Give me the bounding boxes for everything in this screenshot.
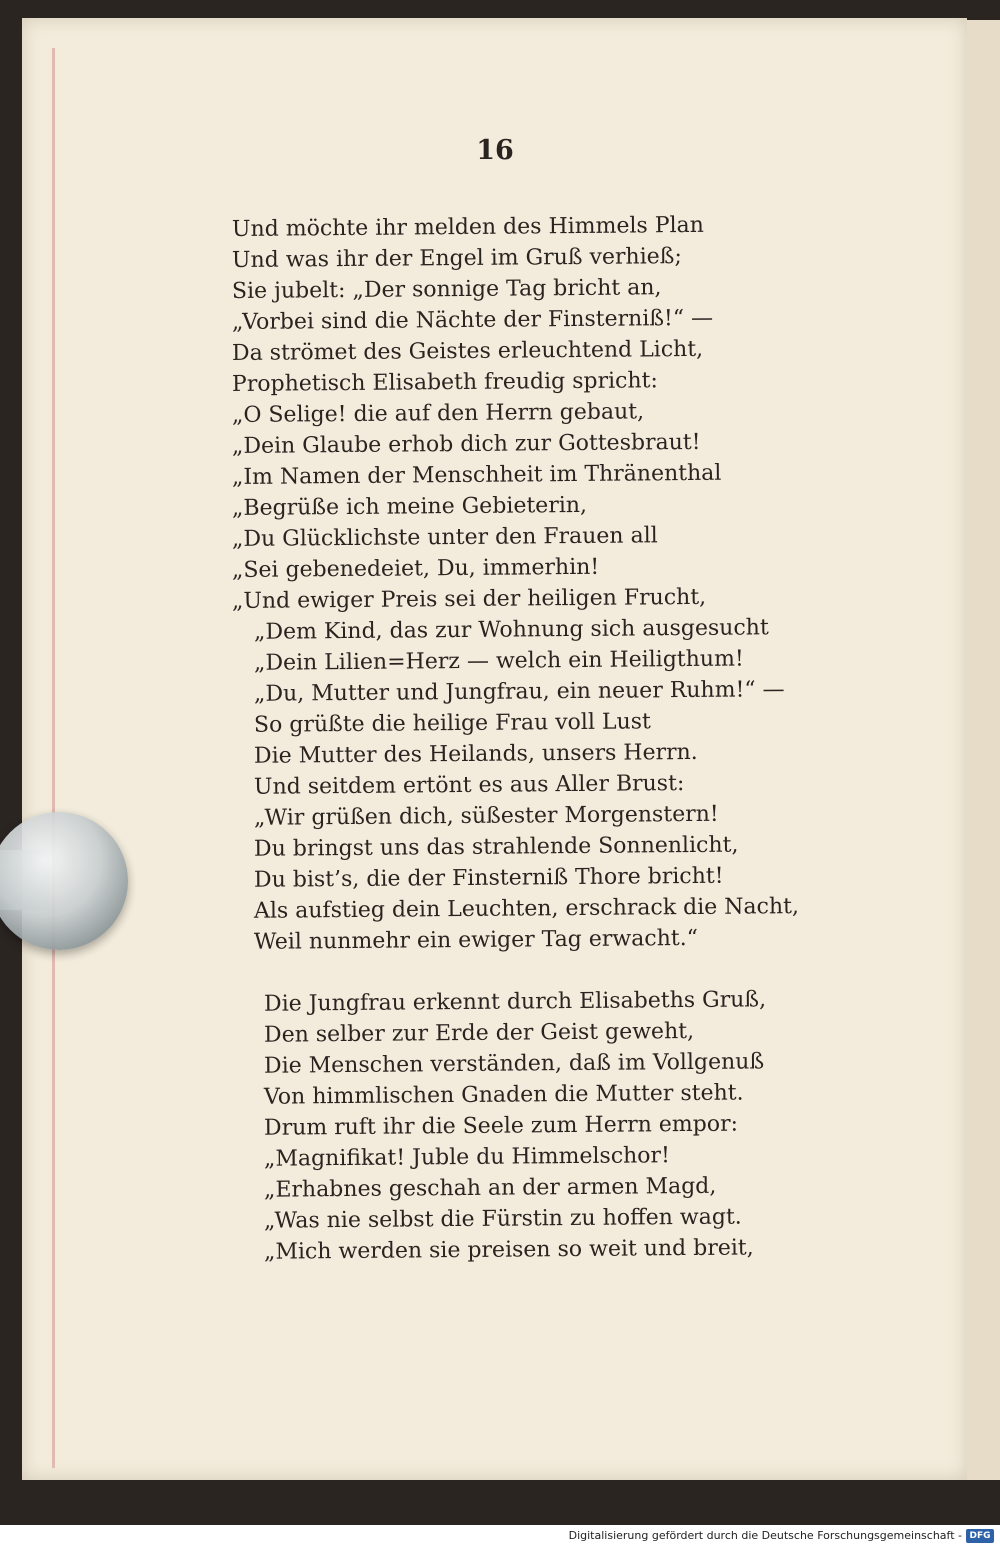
- page-gutter-line: [52, 48, 55, 1468]
- poem-line: „Du, Mutter und Jungfrau, ein neuer Ruhm!“ —: [253, 677, 785, 707]
- poem-line: Weil nunmehr ein ewiger Tag erwacht.“: [253, 925, 698, 955]
- poem-line: „Magnifikat! Juble du Himmelschor!: [263, 1143, 670, 1172]
- poem-line: „Mich werden sie preisen so weit und breit,: [263, 1235, 754, 1265]
- poem-line: „Im Namen der Menschheit im Thränenthal: [231, 460, 722, 490]
- poem-line: Drum ruft ihr die Seele zum Herrn empor:: [263, 1111, 739, 1141]
- poem-line: „Und ewiger Preis sei der heiligen Frucht,: [231, 584, 707, 614]
- poem-line: So grüßte die heilige Frau voll Lust: [253, 709, 651, 738]
- poem-line: Du bringst uns das strahlende Sonnenlicht,: [253, 832, 739, 862]
- poem-line: „Begrüße ich meine Gebieterin,: [231, 492, 588, 521]
- poem-line: „Sei gebenedeiet, Du, immerhin!: [231, 554, 600, 583]
- poem-line: „Vorbei sind die Nächte der Finsterniß!“ —: [231, 305, 714, 335]
- poem-line: „Dein Lilien=Herz — welch ein Heiligthum!: [253, 646, 744, 676]
- poem-text: [232, 214, 812, 1268]
- poem-line: Von himmlischen Gnaden die Mutter steht.: [263, 1080, 744, 1110]
- poem-line: Und möchte ihr melden des Himmels Plan: [231, 212, 705, 242]
- page-number: 16: [476, 135, 514, 166]
- poem-line: „Wir grüßen dich, süßester Morgenstern!: [253, 801, 719, 831]
- poem-line: Den selber zur Erde der Geist geweht,: [263, 1018, 695, 1048]
- poem-line: Sie jubelt: „Der sonnige Tag bricht an,: [231, 275, 662, 304]
- poem-line: „Erhabnes geschah an der armen Magd,: [263, 1173, 717, 1203]
- poem-line: Da strömet des Geistes erleuchtend Licht,: [231, 336, 704, 366]
- poem-line: „Du Glücklichste unter den Frauen all: [231, 523, 658, 552]
- poem-line: Und was ihr der Engel im Gruß verhieß;: [231, 244, 682, 273]
- poem-line: „O Selige! die auf den Herrn gebaut,: [231, 399, 645, 428]
- stanza-1: [232, 214, 812, 958]
- poem-line: „Was nie selbst die Fürstin zu hoffen wagt.: [263, 1204, 742, 1234]
- poem-line: „Dein Glaube erhob dich zur Gottesbraut!: [231, 429, 701, 459]
- poem-line: Als aufstieg dein Leuchten, erschrack die Nacht,: [253, 894, 800, 924]
- poem-line: Die Mutter des Heilands, unsers Herrn.: [253, 739, 698, 769]
- stanza-2: [232, 989, 812, 1268]
- poem-line: Prophetisch Elisabeth freudig spricht:: [231, 368, 658, 397]
- poem-line: „Dem Kind, das zur Wohnung sich ausgesucht: [253, 615, 769, 645]
- poem-line: Die Jungfrau erkennt durch Elisabeths Gruß,: [263, 987, 767, 1017]
- poem-line: Du bist’s, die der Finsterniß Thore bricht!: [253, 863, 724, 893]
- footer-bar: [0, 1525, 1000, 1548]
- footer-credit: Digitalisierung gefördert durch die Deutsche Forschungsgemeinschaft -: [568, 1529, 962, 1542]
- dfg-logo-icon: DFG: [966, 1529, 994, 1543]
- poem-line: Und seitdem ertönt es aus Aller Brust:: [253, 771, 685, 800]
- poem-line: Die Menschen verständen, daß im Vollgenuß: [263, 1049, 765, 1079]
